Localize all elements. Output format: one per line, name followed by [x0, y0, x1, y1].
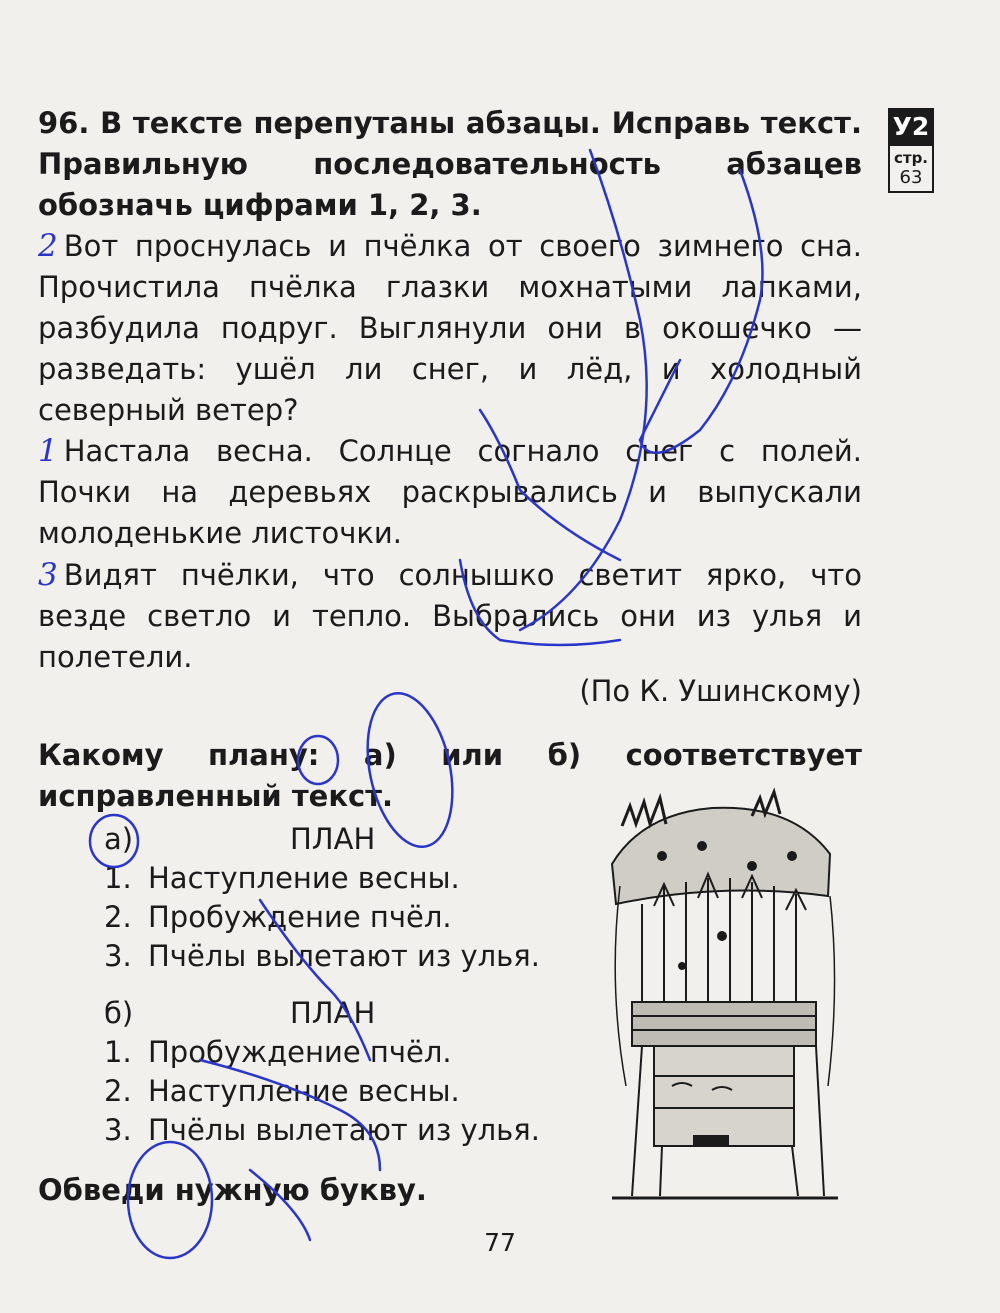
source-attribution: (По К. Ушинскому)	[579, 674, 862, 708]
paragraph-text: Настала весна. Солнце согнало снег с полей. Почки на деревьях раскрывались и выпускали молоденькие листочки.	[38, 434, 862, 550]
paragraph-text: Вот проснулась и пчёлка от своего зимнего сна. Прочистила пчёлка глазки мохнатыми лапками, разбудила подруг. Выглянули они в окошечко — разведать: ушёл ли снег, и лёд, и холодный северный ветер?	[38, 229, 862, 427]
order-mark: 2	[38, 228, 58, 264]
task-instruction: В тексте перепутаны абзацы. Исправь текст. Правильную последовательность абзацев обозначь цифрами 1, 2, 3.	[38, 106, 862, 222]
section-code: У2	[888, 108, 934, 146]
plan-item: 2. Наступление весны.	[104, 1074, 460, 1108]
page-reference-label: стр.	[893, 149, 929, 167]
plan-b	[104, 994, 624, 1150]
task-heading	[38, 103, 862, 226]
task-number: 96.	[38, 106, 90, 140]
beehive-illustration	[602, 786, 842, 1206]
final-instruction: Обведи нужную букву.	[38, 1173, 427, 1207]
plan-title: ПЛАН	[290, 996, 376, 1030]
paragraph-3	[38, 555, 862, 678]
plan-item: 3. Пчёлы вылетают из улья.	[104, 939, 540, 973]
page-reference-number: 63	[899, 167, 923, 188]
order-mark: 3	[38, 557, 58, 593]
section-badge	[888, 108, 934, 193]
paragraph-text: Видят пчёлки, что солнышко светит ярко, что везде светло и тепло. Выбрались они из улья и полетели.	[38, 558, 862, 674]
paragraph-2	[38, 431, 862, 554]
plan-letter-a[interactable]: а)	[104, 822, 134, 856]
plan-letter-b[interactable]: б)	[104, 996, 134, 1030]
plan-item: 1. Наступление весны.	[104, 861, 460, 895]
paragraph-1	[38, 226, 862, 431]
plan-a	[104, 820, 624, 976]
order-mark: 1	[38, 433, 58, 469]
plan-title: ПЛАН	[290, 822, 376, 856]
page-reference	[888, 146, 934, 193]
plan-item: 2. Пробуждение пчёл.	[104, 900, 452, 934]
plan-item: 3. Пчёлы вылетают из улья.	[104, 1113, 540, 1147]
plan-item: 1. Пробуждение пчёл.	[104, 1035, 452, 1069]
plan-question: Какому плану: а) или б) соответствует исправленный текст.	[38, 738, 862, 813]
page-number: 77	[484, 1228, 516, 1257]
